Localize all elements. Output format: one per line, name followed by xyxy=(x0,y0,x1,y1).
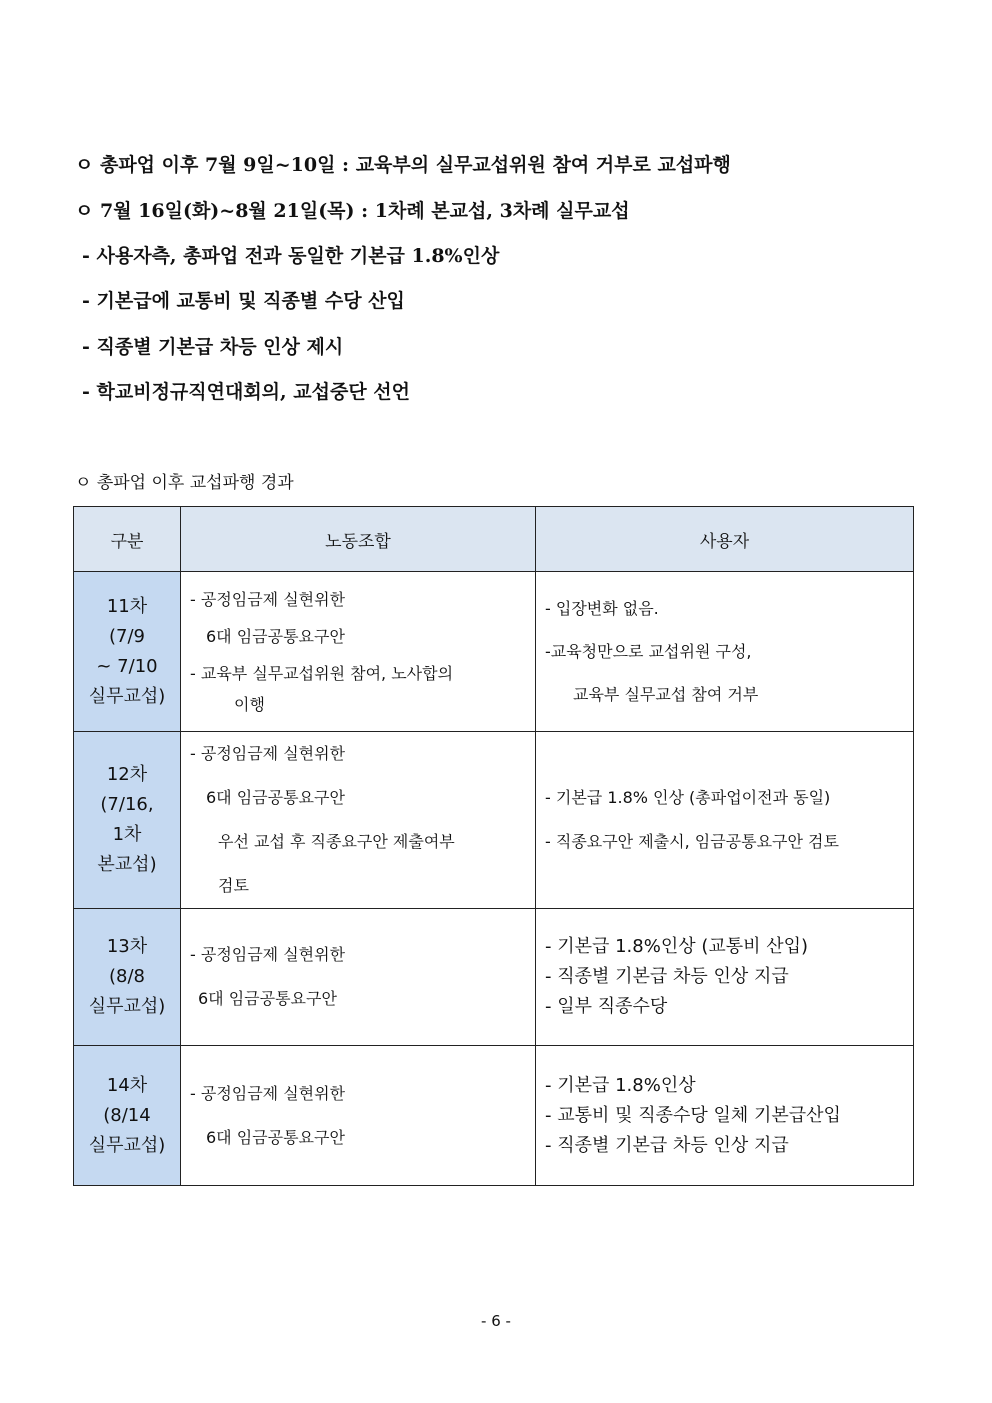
header-union: 노동조합 xyxy=(181,507,536,572)
union-line: 이행 xyxy=(234,694,265,714)
round-cell xyxy=(74,909,181,1046)
round-cell xyxy=(74,572,181,732)
round-label: 12차 xyxy=(106,764,148,785)
round-label: 14차 xyxy=(106,1074,148,1096)
round-label: 13차 xyxy=(106,936,148,957)
sub-bullet-1: - 사용자측, 총파업 전과 동일한 기본급 1.8%인상 xyxy=(82,245,500,267)
union-line: - 공정임금제 실현위한 xyxy=(190,1083,346,1103)
employer-line: 교육부 실무교섭 참여 거부 xyxy=(573,685,759,704)
table-row xyxy=(74,909,914,1046)
union-line: 6대 임금공통요구안 xyxy=(206,626,345,646)
table-row xyxy=(74,572,914,732)
employer-line: - 교통비 및 직종수당 일체 기본급산입 xyxy=(545,1104,841,1126)
union-line: 6대 임금공통요구안 xyxy=(206,1127,345,1147)
union-line: 6대 임금공통요구안 xyxy=(206,788,345,807)
round-type: 실무교섭) xyxy=(88,685,166,707)
employer-line: - 일부 직종수당 xyxy=(545,996,668,1017)
round-date: (7/9 xyxy=(109,625,145,647)
employer-cell xyxy=(536,732,914,909)
bullet-1: ㅇ 총파업 이후 7월 9일~10일 : 교육부의 실무교섭위원 참여 거부로 교섭파행 xyxy=(75,154,731,176)
round-type: 실무교섭) xyxy=(88,996,166,1017)
union-line: - 공정임금제 실현위한 xyxy=(190,589,346,609)
union-line: - 공정임금제 실현위한 xyxy=(190,744,346,763)
employer-line: -교육청만으로 교섭위원 구성, xyxy=(545,642,752,661)
round-date: (8/8 xyxy=(109,966,145,987)
round-date: (7/16, xyxy=(100,794,154,815)
sub-bullet-4: - 학교비정규직연대회의, 교섭중단 선언 xyxy=(82,381,411,403)
employer-line: - 직종요구안 제출시, 임금공통요구안 검토 xyxy=(545,832,839,851)
page-number: - 6 - xyxy=(481,1312,511,1330)
employer-line: - 직종별 기본급 차등 인상 지급 xyxy=(545,966,789,987)
union-line: 우선 교섭 후 직종요구안 제출여부 xyxy=(218,832,455,851)
sub-bullet-3: - 직종별 기본급 차등 인상 제시 xyxy=(82,336,344,358)
union-line: 6대 임금공통요구안 xyxy=(198,989,337,1008)
round-date: ~ 7/10 xyxy=(96,655,158,677)
round-cell xyxy=(74,1046,181,1186)
bullet-2: ㅇ 7월 16일(화)~8월 21일(목) : 1차례 본교섭, 3차례 실무교섭 xyxy=(75,200,630,222)
employer-line: - 기본급 1.8%인상 (교통비 산입) xyxy=(545,936,809,957)
header-round: 구분 xyxy=(74,507,181,572)
employer-cell xyxy=(536,572,914,732)
header-employer: 사용자 xyxy=(536,507,914,572)
employer-cell xyxy=(536,909,914,1046)
union-cell xyxy=(181,1046,536,1186)
union-line: - 교육부 실무교섭위원 참여, 노사합의 xyxy=(190,663,454,683)
sub-bullet-2: - 기본급에 교통비 및 직종별 수당 산입 xyxy=(82,290,405,312)
union-cell xyxy=(181,572,536,732)
table-title: ㅇ 총파업 이후 교섭파행 경과 xyxy=(75,473,294,493)
employer-cell xyxy=(536,1046,914,1186)
union-cell xyxy=(181,732,536,909)
round-cell xyxy=(74,732,181,909)
employer-line: - 기본급 1.8%인상 xyxy=(545,1074,696,1096)
round-date: (8/14 xyxy=(103,1104,151,1126)
employer-line: - 입장변화 없음. xyxy=(545,599,659,618)
union-line: - 공정임금제 실현위한 xyxy=(190,945,346,964)
negotiation-table xyxy=(73,506,914,1186)
round-type: 본교섭) xyxy=(97,854,157,875)
union-line: 검토 xyxy=(218,876,249,895)
round-label: 11차 xyxy=(106,595,148,617)
table-header-row xyxy=(74,507,914,572)
employer-line: - 직종별 기본급 차등 인상 지급 xyxy=(545,1134,789,1156)
table-row xyxy=(74,732,914,909)
round-date: 1차 xyxy=(112,824,142,845)
round-type: 실무교섭) xyxy=(88,1134,166,1156)
union-cell xyxy=(181,909,536,1046)
employer-line: - 기본급 1.8% 인상 (총파업이전과 동일) xyxy=(545,788,831,807)
table-row xyxy=(74,1046,914,1186)
